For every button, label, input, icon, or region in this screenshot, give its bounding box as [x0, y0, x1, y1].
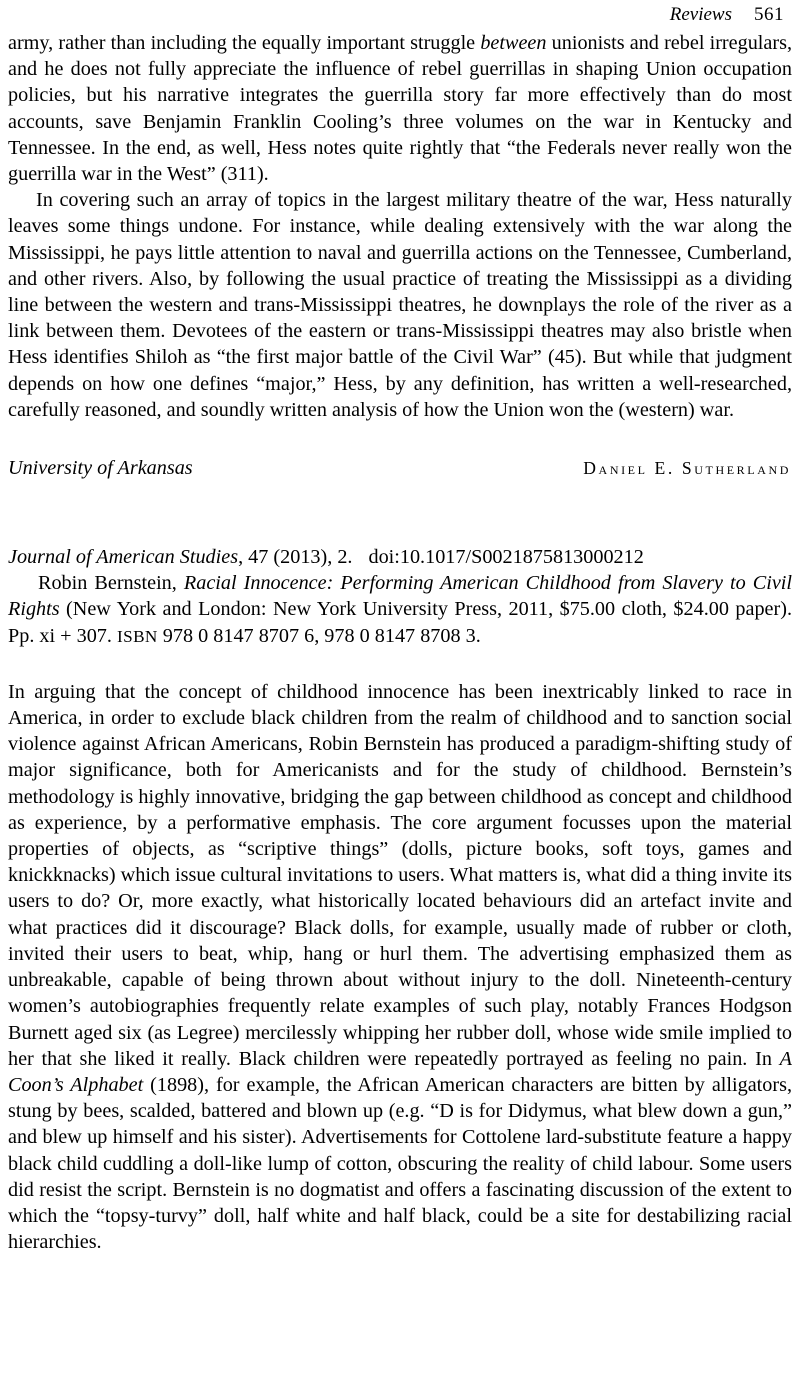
journal-year: (2013): [273, 546, 328, 569]
journal-volume: 47: [248, 546, 269, 569]
review-one-paragraph-1: army, rather than including the equally important struggle between unionists and rebel irregulars, and he does not fully appreciate the influence of rebel guerrillas in shaping Union occupation policies, but his narrative integrates the guerrilla story far more effectively than do most accounts, save Benjamin Franklin Cooling’s three volumes on the war in Kentucky and Tennessee. In the end, as well, Hess notes quite rightly that “the Federals never really won the guerrilla war in the West” (311).: [8, 32, 792, 186]
book-reference: Robin Bernstein, Racial Innocence: Performing American Childhood from Slavery to Civil Rights (New York and London: New York University Press, 2011, $75.00 cloth, $24.00 paper). Pp. xi + 307. ISBN 978 0 8147 8707 6, 978 0 8147 8708 3.: [8, 572, 792, 647]
review-two-body: In arguing that the concept of childhood innocence has been inextricably linked to race in America, in order to exclude black children from the realm of childhood and to sanction social violence against African Americans, Robin Bernstein has produced a paradigm-shifting study of major significance, both for Americanists and for the study of childhood. Bernstein’s methodology is highly innovative, bridging the gap between childhood as concept and childhood as experience, by a performative emphasis. The core argument focusses upon the material properties of objects, as “scriptive things” (dolls, picture books, soft toys, games and knickknacks) which issue cultural invitations to users. What matters is, what did a thing invite its users to do? Or, more exactly, what historically located behaviours did an artefact invite and what practices did it discourage? Black dolls, for example, usually made of rubber or cloth, invited their users to beat, whip, hang or hurl them. The advertising emphasized them as unbreakable, capable of being thrown about without injury to the doll. Nineteenth-century women’s autobiographies frequently relate examples of such play, notably Frances Hodgson Burnett aged six (as Legree) mercilessly whipping her rubber doll, whose wide smile implied to her that she liked it really. Black children were repeatedly portrayed as feeling no pain. In A Coon’s Alphabet (1898), for example, the African American characters are bitten by alligators, stung by bees, scalded, battered and blown up (e.g. “D is for Didymus, what blew down a gun,” and blew up himself and his sister). Advertisements for Cottolene lard-substitute feature a happy black child cuddling a doll-like lump of cotton, obscuring the reality of child labour. Some users did resist the script. Bernstein is no dogmatist and offers a fascinating discussion of the extent to which the “topsy-turvy” doll, half white and half black, could be a site for destabilizing racial hierarchies.: [8, 680, 793, 1254]
journal-comma-2: ,: [327, 546, 338, 569]
running-head-title: Reviews: [669, 4, 732, 25]
reviewer-name: Daniel E. Sutherland: [583, 458, 791, 479]
review-one-signature: [8, 457, 792, 480]
journal-citation-line: [8, 544, 792, 570]
journal-issue: 2.: [337, 546, 353, 569]
journal-doi: doi:10.1017/S0021875813000212: [368, 546, 644, 569]
journal-name: Journal of American Studies: [8, 546, 239, 569]
running-head: [8, 0, 792, 30]
running-head-page-number: 561: [754, 4, 784, 25]
review-two-citation-block: [8, 544, 792, 650]
journal-comma: ,: [238, 546, 249, 569]
review-one-paragraph-2: In covering such an array of topics in the largest military theatre of the war, Hess naturally leaves some things undone. For instance, while dealing extensively with the war along the Mississippi, he pays little attention to naval and guerrilla actions on the Tennessee, Cumberland, and other rivers. Also, by following the usual practice of treating the Mississippi as a dividing line between the western and trans-Mississippi theatres, he downplays the role of the river as a link between them. Devotees of the eastern or trans-Mississippi theatres may also bristle when Hess identifies Shiloh as “the first major battle of the Civil War” (45). But while that judgment depends on how one defines “major,” Hess, by any definition, has written a well-researched, carefully reasoned, and soundly written analysis of how the Union won the (western) war.: [8, 189, 792, 421]
reviewer-affiliation: University of Arkansas: [8, 457, 193, 480]
